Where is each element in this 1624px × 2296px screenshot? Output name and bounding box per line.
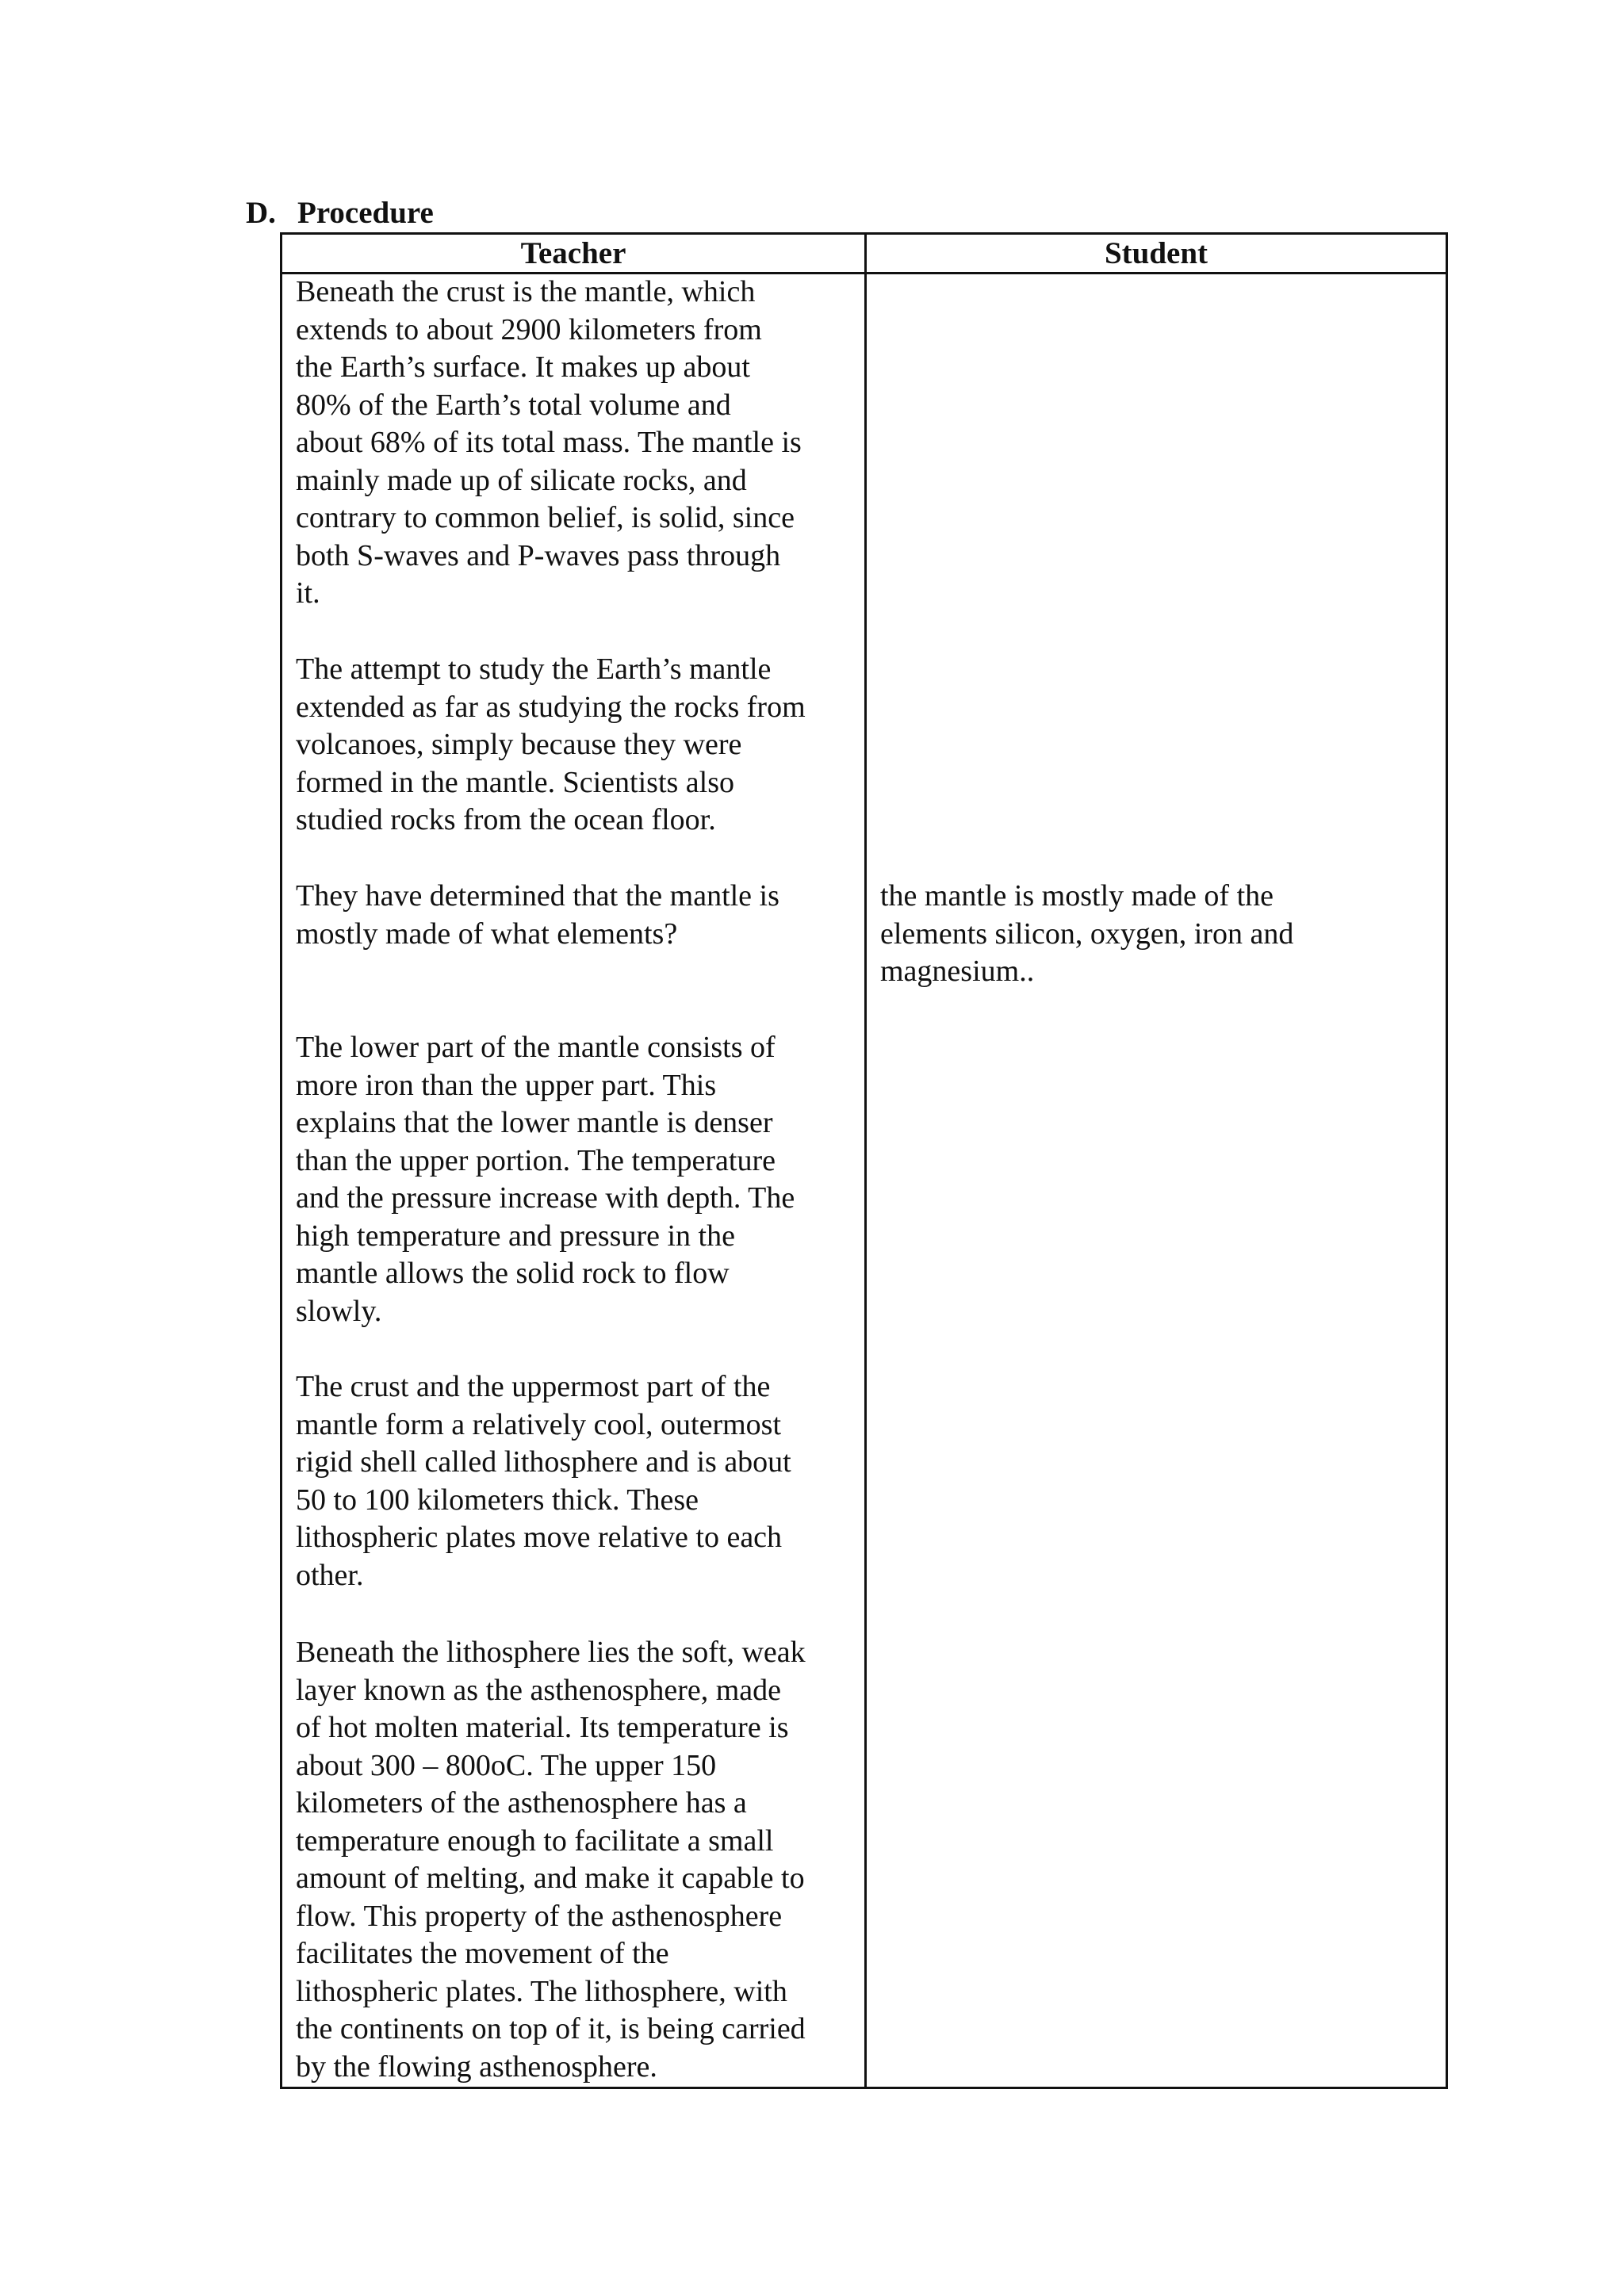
teacher-paragraph-lithosphere: The crust and the uppermost part of the mantle form a relatively cool, outermost rigid shell called lithosphere and is about 50 to 100 kilometers thick. These lithospheric plates move relative to each other. — [296, 1370, 791, 1592]
column-divider — [864, 235, 867, 2087]
teacher-paragraph-lower-mantle: The lower part of the mantle consists of more iron than the upper part. This explains that the lower mantle is denser than the upper portion. The temperature and the pressure increase with depth. The high temperature and pressure in the mantle allows the solid rock to flow slowly. — [296, 1031, 795, 1328]
teacher-paragraph-asthenosphere: Beneath the lithosphere lies the soft, weak layer known as the asthenosphere, made of hot molten material. Its temperature is about 300 – 800oC. The upper 150 kilometers of the asthenosphere has a temperature enough to facilitate a small amount of melting, and make it capable to flow. This property of the asthenosphere facilitates the movement of the lithospheric plates. The lithosphere, with the continents on top of it, is being carried by the flowing asthenosphere. — [296, 1636, 806, 2084]
section-title: Procedure — [297, 196, 434, 230]
student-column-header: Student — [1104, 236, 1208, 270]
section-letter: D. — [246, 196, 276, 230]
procedure-table — [280, 232, 1448, 2089]
teacher-paragraph-mantle-intro: Beneath the crust is the mantle, which extends to about 2900 kilometers from the Earth’s surface. It makes up about 80% of the Earth’s total volume and about 68% of its total mass. The mantle is mainly made up of silicate rocks, and contrary to common belief, is solid, since both S-waves and P-waves pass through it. — [296, 275, 802, 610]
teacher-column-header: Teacher — [520, 236, 626, 270]
student-response-elements: the mantle is mostly made of the elements silicon, oxygen, iron and magnesium.. — [880, 879, 1294, 988]
teacher-paragraph-study-methods: The attempt to study the Earth’s mantle extended as far as studying the rocks from volcanoes, simply because they were formed in the mantle. Scientists also studied rocks from the ocean floor. — [296, 652, 806, 836]
section-heading — [246, 193, 434, 233]
teacher-question-elements: They have determined that the mantle is mostly made of what elements? — [296, 879, 779, 951]
